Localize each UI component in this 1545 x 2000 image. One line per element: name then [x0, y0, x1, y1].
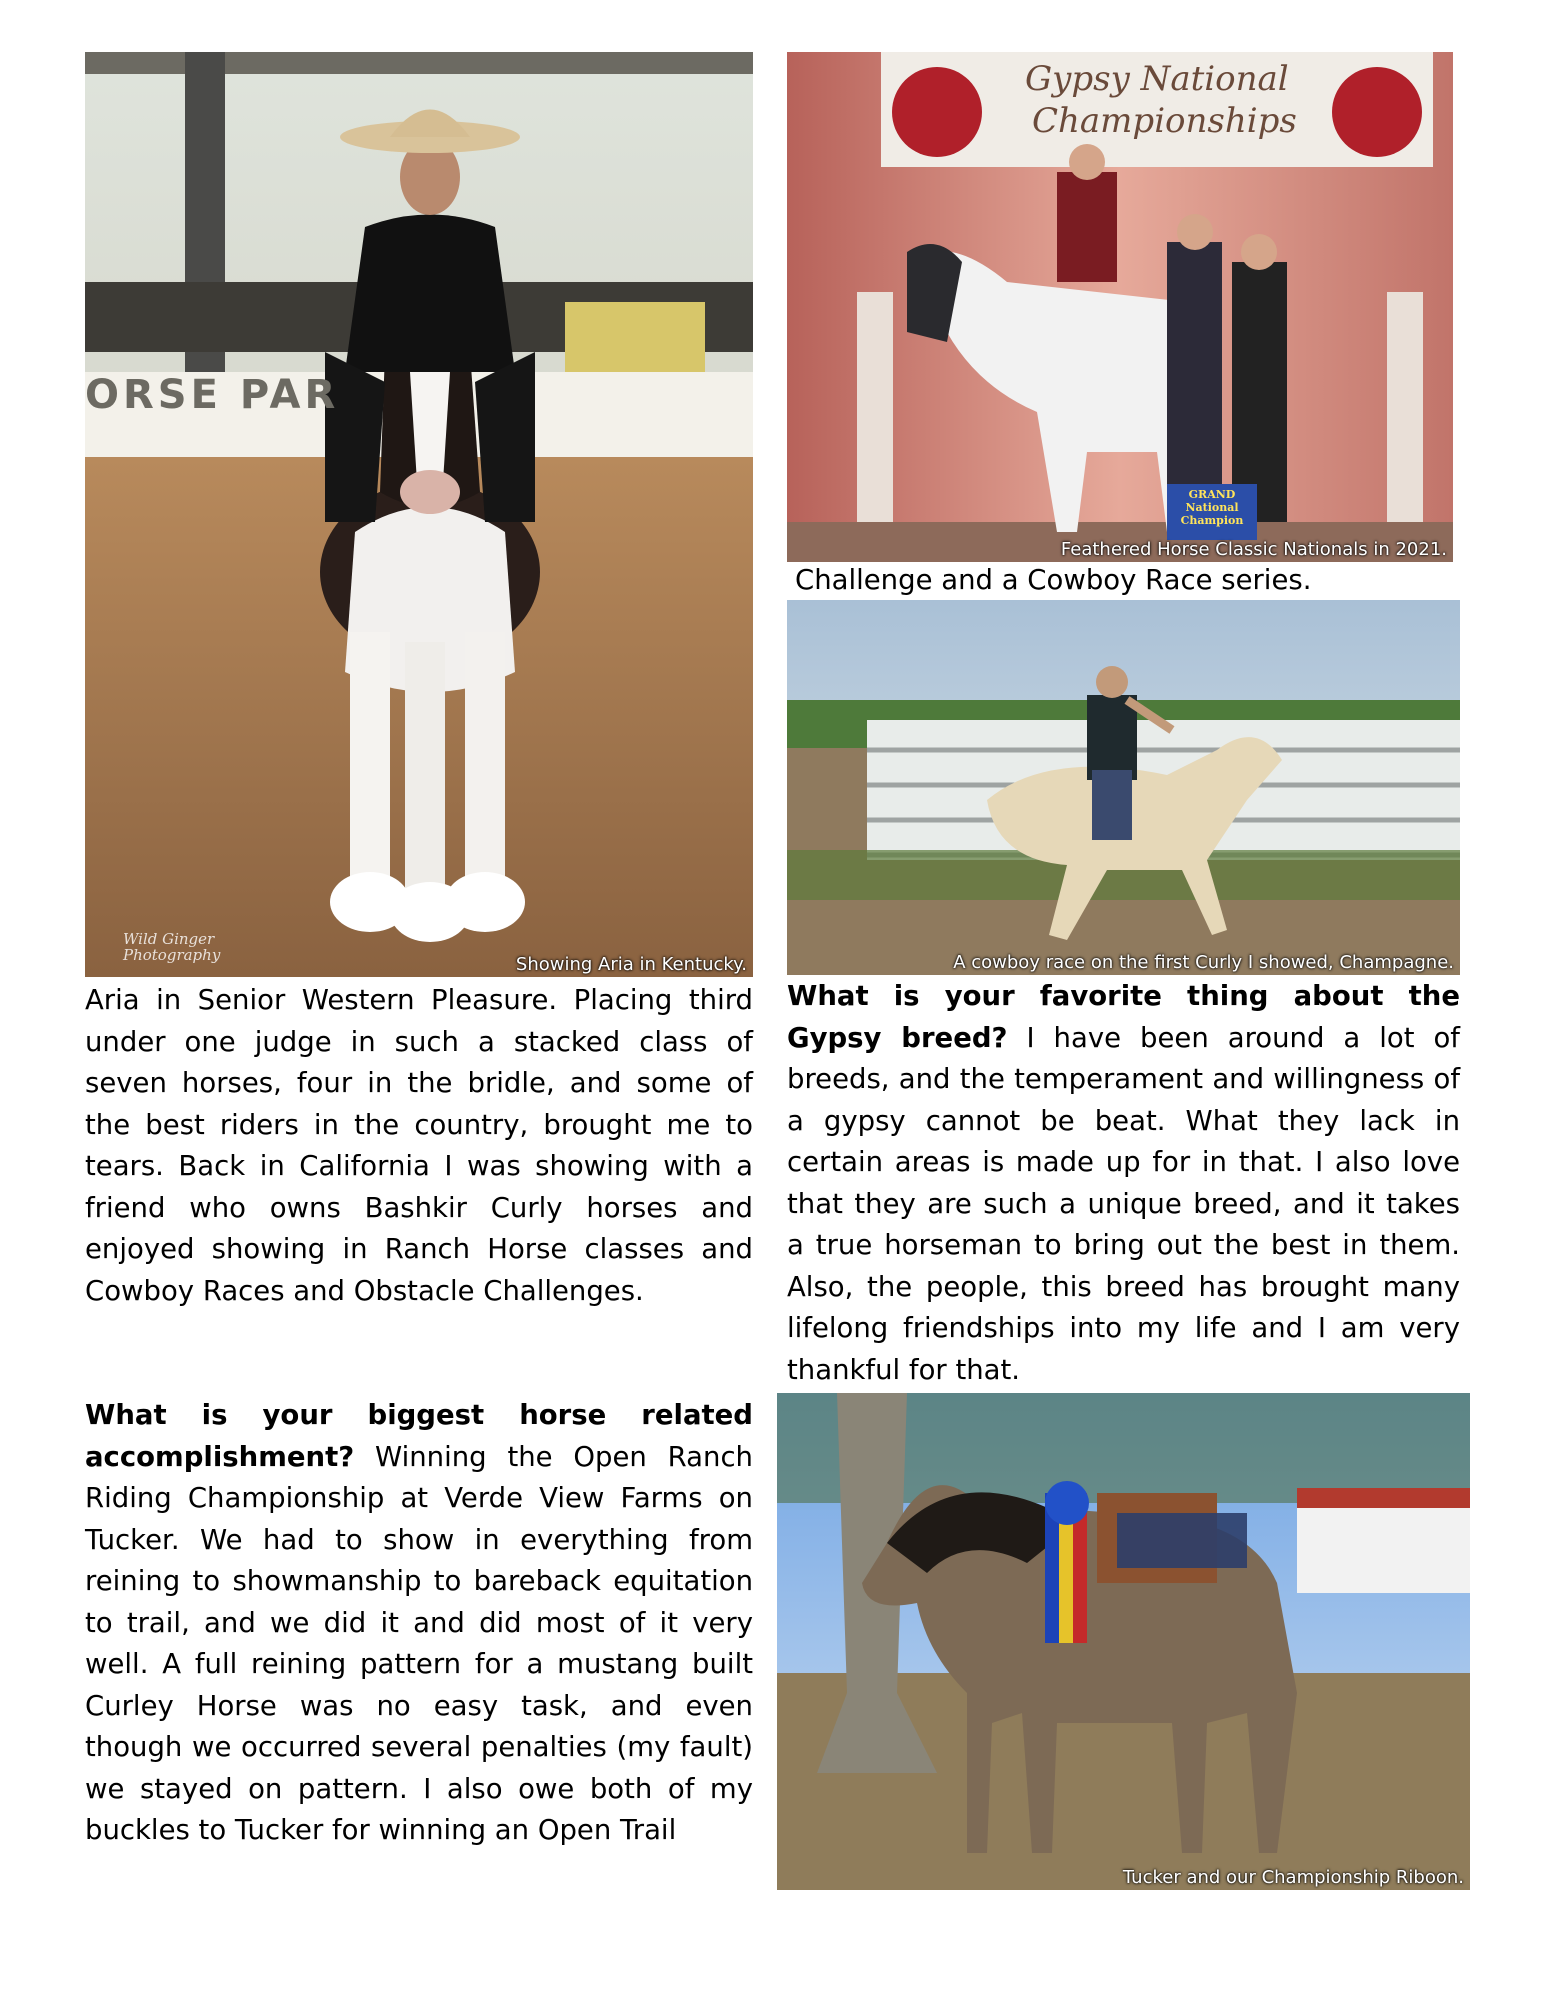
watermark-line-1: Wild Ginger [123, 930, 215, 948]
cowboy-race-illustration [787, 600, 1460, 975]
caption-tucker: Tucker and our Championship Riboon. [1122, 1867, 1464, 1888]
question-favorite-gypsy: What is your favorite thing about the Gypsy breed? [787, 980, 1460, 1054]
paragraph-aria-senior-western-pleasure: Aria in Senior Western Pleasure. Placing third under one judge in such a stacked class of seven horses, four in the bridle, and some of the best riders in the country, brought me to tears. Back in California I was showing with a friend who owns Bashkir Curly horses and enjoyed showing in Ranch Horse classes and Cowboy Races and Obstacle Challenges. [85, 984, 753, 1307]
photo-cowboy-race [787, 600, 1460, 975]
photo-tucker-ribbon [777, 1393, 1470, 1890]
badge-line-2: National Champion [1180, 501, 1244, 527]
watermark-line-2: Photography [123, 946, 221, 964]
caption-nationals: Feathered Horse Classic Nationals in 2021. [1060, 539, 1447, 560]
question-biggest-accomplishment: What is your biggest horse related accomplishment? [85, 1399, 753, 1473]
caption-aria-kentucky: Showing Aria in Kentucky. [515, 954, 747, 975]
paragraph-favorite-gypsy [787, 976, 1460, 1391]
continuation-text: Challenge and a Cowboy Race series. [795, 564, 1312, 596]
aria-photo-illustration [85, 52, 753, 977]
answer-biggest-accomplishment: Winning the Open Ranch Riding Championship at Verde View Farms on Tucker. We had to show in everything from reining to showmanship to bareback equitation to trail, and we did it and did most of it very well. A full reining pattern for a mustang built Curley Horse was no easy task, and even though we occurred several penalties (my fault) we stayed on pattern. I also owe both of my buckles to Tucker for winning an Open Trail [85, 1440, 753, 1846]
answer-favorite-gypsy: I have been around a lot of breeds, and the temperament and willingness of a gypsy cannot be beat. What they lack in certain areas is made up for in that. I also love that they are such a unique breed, and it takes a true horseman to bring out the best in them. Also, the people, this breed has brought many lifelong friendships into my life and I am very thankful for that. [787, 1021, 1460, 1386]
photo-aria-kentucky [85, 52, 753, 977]
paragraph-biggest-accomplishment [85, 1395, 753, 1852]
arena-sign: ORSE PAR [85, 372, 340, 418]
tucker-illustration [777, 1393, 1470, 1890]
badge-line-1: GRAND [1188, 488, 1236, 501]
photographer-watermark [123, 931, 220, 963]
grand-champion-badge [1169, 488, 1255, 527]
caption-cowboy-race: A cowboy race on the first Curly I showed, Champagne. [953, 952, 1454, 973]
banner-title-line2: Championships [1032, 101, 1297, 141]
banner-title-line1: Gypsy National [1025, 59, 1289, 99]
photo-nationals-2021 [787, 52, 1453, 562]
